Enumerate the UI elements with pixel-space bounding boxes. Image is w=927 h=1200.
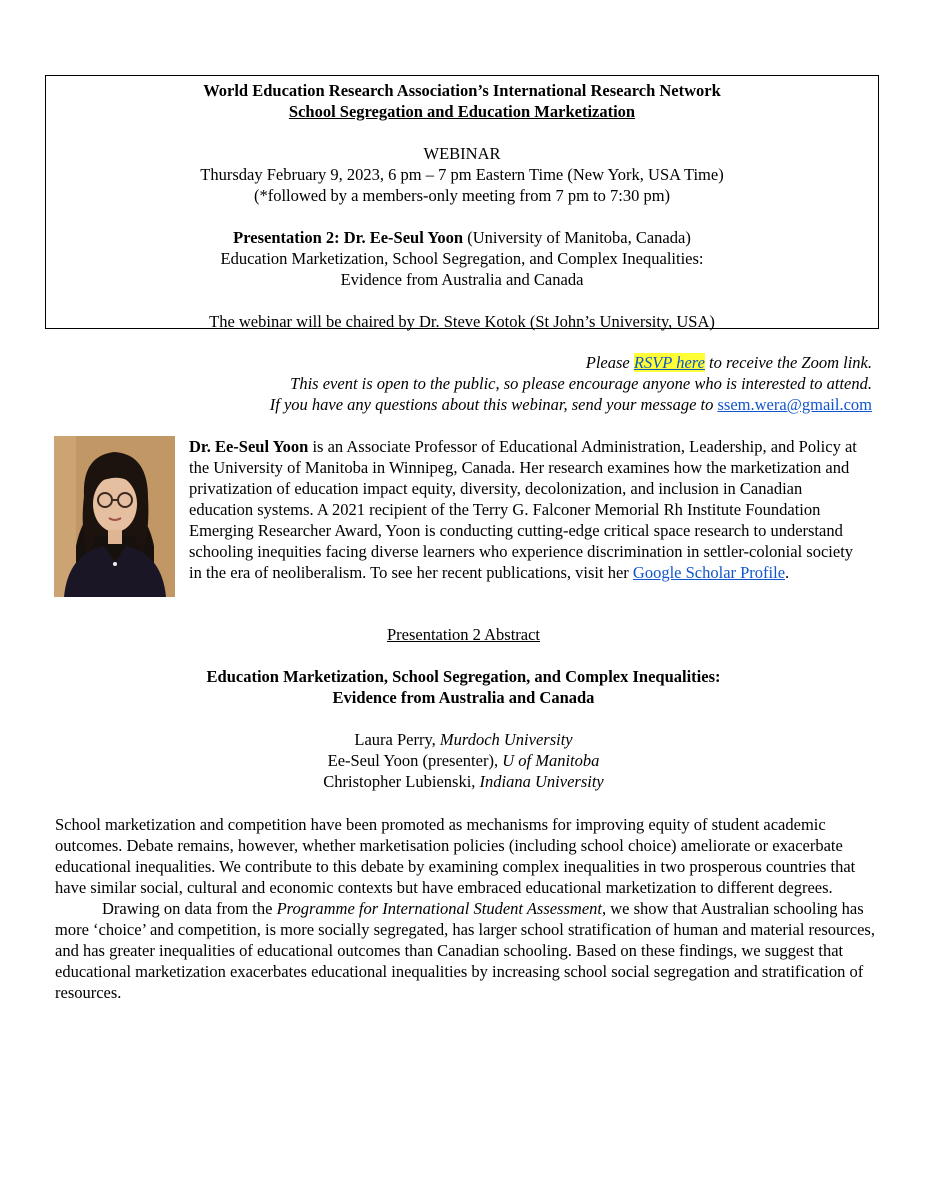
rsvp-block [270,352,872,415]
author-line [0,729,927,750]
abstract-paragraph-1: School marketization and competition have been promoted as mechanisms for improving equity of student academic outcomes. Debate remains, however, whether marketisation policies (including school choice) ameliorate or exacerbate educational inequalities. We contribute to this debate by examining complex inequalities in two prosperous countries that have similar social, cultural and economic contexts but have embraced educational marketization to different degrees. [55,815,856,897]
presenter-affiliation: (University of Manitoba, Canada) [463,228,691,247]
presentation-title-line1: Education Marketization, School Segregation, and Complex Inequalities: [220,249,704,268]
author-name: Ee-Seul Yoon (presenter), [327,751,503,770]
author-line [0,771,927,792]
org-name: World Education Research Association’s International Research Network [203,81,721,100]
chair-line: The webinar will be chaired by Dr. Steve Kotok (St John’s University, USA) [209,312,715,331]
abstract-paragraph-2 [55,898,875,1003]
author-name: Laura Perry, [354,730,440,749]
pisa-program-name: Programme for International Student Assessment [276,899,602,918]
bio-text: is an Associate Professor of Educational Administration, Leadership, and Policy at the University of Manitoba in Winnipeg, Canada. Her research examines how the marketization and privatization of education impact equity, diversity, decolonization, and inclusion in Canadian education systems. A 2021 recipient of the Terry G. Falconer Memorial Rh Institute Foundation Emerging Researcher Award, Yoon is conducting cutting-edge critical space research to understand schooling inequities facing diverse learners who experience discrimination in settler-colonial society in the era of neoliberalism. To see her recent publications, visit her [189,437,857,582]
presentation-label: Presentation 2: Dr. Ee-Seul Yoon [233,228,464,247]
author-affiliation: U of Manitoba [502,751,600,770]
para2-rest: , we show that Australian schooling has more ‘choice’ and competition, is more socially segregated, has larger school stratification of human and material resources, and has greater inequalities of educational outcomes than Canadian schooling. Based on these findings, we suggest that educational marketization exacerbates educational inequalities by increasing school social segregation and stratification of resources. [55,899,875,1002]
author-affiliation: Indiana University [479,772,604,791]
presentation-title-line2: Evidence from Australia and Canada [340,270,584,289]
contact-email-link[interactable]: ssem.wera@gmail.com [717,395,872,414]
abstract-body [55,814,875,1003]
rsvp-line [270,352,872,373]
network-name: School Segregation and Education Marketization [288,102,636,121]
presenter-photo [54,436,175,597]
presenter-bio [189,436,869,583]
para2-prefix: Drawing on data from the [102,899,277,918]
event-type: WEBINAR [423,144,501,163]
bio-name: Dr. Ee-Seul Yoon [189,437,309,456]
event-header-box [45,75,879,329]
event-followup: (*followed by a members-only meeting from 7 pm to 7:30 pm) [253,186,671,205]
public-note: This event is open to the public, so please encourage anyone who is interested to attend. [290,374,872,393]
author-affiliation: Murdoch University [439,730,573,749]
abstract-title-line2: Evidence from Australia and Canada [332,688,595,707]
author-name: Christopher Lubienski, [323,772,480,791]
event-datetime: Thursday February 9, 2023, 6 pm – 7 pm Eastern Time (New York, USA Time) [200,165,724,184]
contact-text: If you have any questions about this webinar, send your message to [269,395,718,414]
abstract-heading: Presentation 2 Abstract [386,625,541,644]
abstract-title-line1: Education Marketization, School Segregation, and Complex Inequalities: [206,667,721,686]
google-scholar-link[interactable]: Google Scholar Profile [632,563,786,582]
abstract-title [0,666,927,708]
author-list [0,729,927,792]
bio-end: . [785,563,790,582]
rsvp-prefix: Please [585,353,634,372]
rsvp-link[interactable]: RSVP here [633,353,705,372]
presentation-line [46,227,878,248]
author-line [0,750,927,771]
rsvp-suffix: to receive the Zoom link. [704,353,872,372]
contact-line [270,394,872,415]
